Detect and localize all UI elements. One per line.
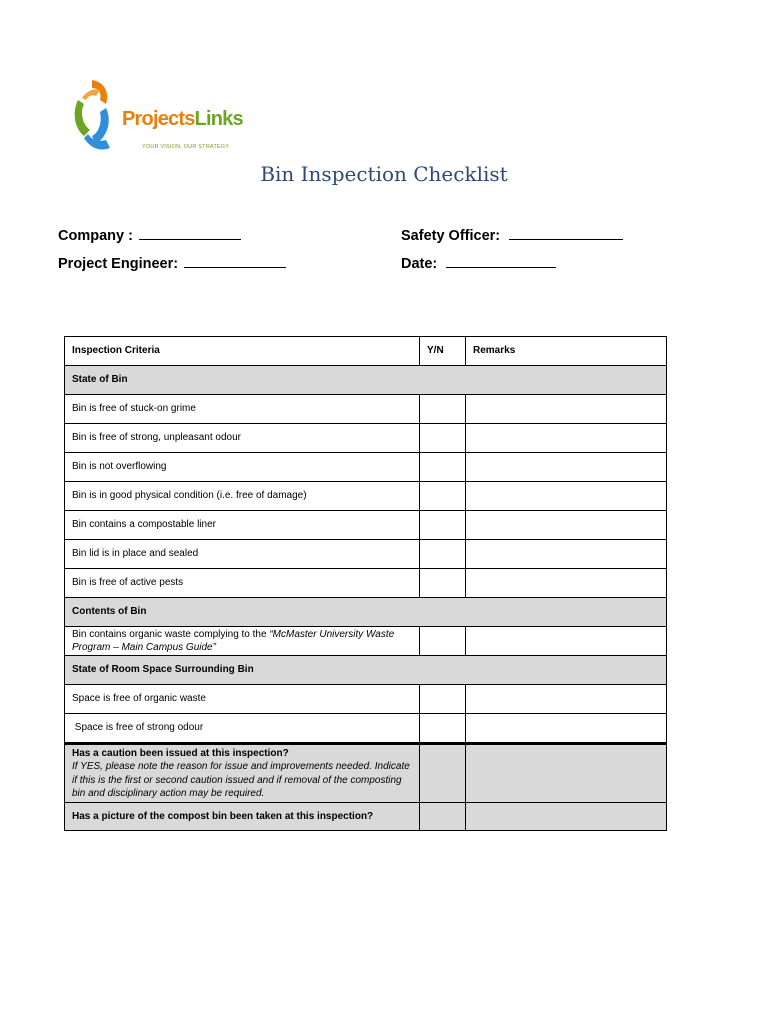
yn-cell[interactable] [420, 685, 466, 714]
table-row [65, 395, 667, 424]
table-row [65, 714, 667, 744]
logo-brand-text [122, 108, 243, 131]
table-row [65, 540, 667, 569]
caution-row [65, 744, 667, 803]
remarks-cell[interactable] [466, 627, 667, 656]
criteria-guide-reference: “McMaster University Waste Program – Main Campus Guide” [72, 628, 395, 653]
yn-cell[interactable] [420, 744, 466, 803]
date-input-line[interactable] [446, 266, 556, 268]
logo-emblem-icon [70, 78, 120, 158]
remarks-cell[interactable] [466, 482, 667, 511]
section-title: Contents of Bin [65, 598, 667, 627]
criteria-cell: Bin is free of strong, unpleasant odour [65, 424, 420, 453]
table-header-row [65, 337, 667, 366]
yn-cell[interactable] [420, 511, 466, 540]
logo-tagline: YOUR VISION, OUR STRATEGY [142, 144, 230, 150]
criteria-cell: Bin is not overflowing [65, 453, 420, 482]
page-title: Bin Inspection Checklist [260, 162, 508, 186]
criteria-cell: Space is free of organic waste [65, 685, 420, 714]
caution-note: If YES, please note the reason for issue and improvements needed. Indicate if this is the first or second caution issued and if removal of the composting bin and disciplinary action may be required. [72, 761, 410, 799]
criteria-cell: Space is free of strong odour [65, 714, 420, 744]
company-input-line[interactable] [139, 238, 241, 240]
criteria-prefix: Bin contains organic waste complying to the [72, 628, 270, 640]
table-row [65, 424, 667, 453]
project-engineer-input-line[interactable] [184, 266, 286, 268]
criteria-cell [65, 627, 420, 656]
inspection-table [64, 336, 667, 831]
yn-cell[interactable] [420, 482, 466, 511]
date-label: Date: [401, 256, 438, 272]
remarks-cell[interactable] [466, 395, 667, 424]
section-title: State of Bin [65, 366, 667, 395]
remarks-cell[interactable] [466, 569, 667, 598]
table-row [65, 453, 667, 482]
remarks-cell[interactable] [466, 714, 667, 744]
criteria-cell: Bin is free of stuck-on grime [65, 395, 420, 424]
picture-row [65, 803, 667, 831]
safety-officer-field [401, 228, 623, 244]
criteria-cell: Bin is in good physical condition (i.e. free of damage) [65, 482, 420, 511]
yn-cell[interactable] [420, 803, 466, 831]
safety-officer-input-line[interactable] [509, 238, 623, 240]
date-field [401, 256, 556, 272]
company-field [58, 228, 241, 244]
remarks-cell[interactable] [466, 511, 667, 540]
caution-question: Has a caution been issued at this inspection? [72, 747, 289, 759]
yn-cell[interactable] [420, 424, 466, 453]
remarks-cell[interactable] [466, 803, 667, 831]
section-row [65, 656, 667, 685]
logo-brand-part2: Links [194, 108, 243, 130]
section-title: State of Room Space Surrounding Bin [65, 656, 667, 685]
yn-cell[interactable] [420, 540, 466, 569]
company-label: Company : [58, 228, 133, 244]
project-engineer-field [58, 256, 286, 272]
remarks-cell[interactable] [466, 424, 667, 453]
section-row [65, 598, 667, 627]
picture-question: Has a picture of the compost bin been taken at this inspection? [65, 803, 420, 831]
remarks-cell[interactable] [466, 453, 667, 482]
yn-cell[interactable] [420, 714, 466, 744]
remarks-cell[interactable] [466, 685, 667, 714]
table-row [65, 511, 667, 540]
yn-cell[interactable] [420, 569, 466, 598]
table-row [65, 569, 667, 598]
remarks-cell[interactable] [466, 744, 667, 803]
header-yn: Y/N [420, 337, 466, 366]
table-row [65, 685, 667, 714]
header-criteria: Inspection Criteria [65, 337, 420, 366]
company-logo [70, 78, 243, 158]
remarks-cell[interactable] [466, 540, 667, 569]
yn-cell[interactable] [420, 395, 466, 424]
criteria-cell: Bin contains a compostable liner [65, 511, 420, 540]
yn-cell[interactable] [420, 627, 466, 656]
logo-brand-part1: Projects [122, 108, 195, 130]
yn-cell[interactable] [420, 453, 466, 482]
section-row [65, 366, 667, 395]
caution-cell [65, 744, 420, 803]
table-row [65, 627, 667, 656]
header-remarks: Remarks [466, 337, 667, 366]
criteria-cell: Bin is free of active pests [65, 569, 420, 598]
safety-officer-label: Safety Officer: [401, 228, 501, 244]
project-engineer-label: Project Engineer: [58, 256, 179, 272]
criteria-cell: Bin lid is in place and sealed [65, 540, 420, 569]
table-row [65, 482, 667, 511]
